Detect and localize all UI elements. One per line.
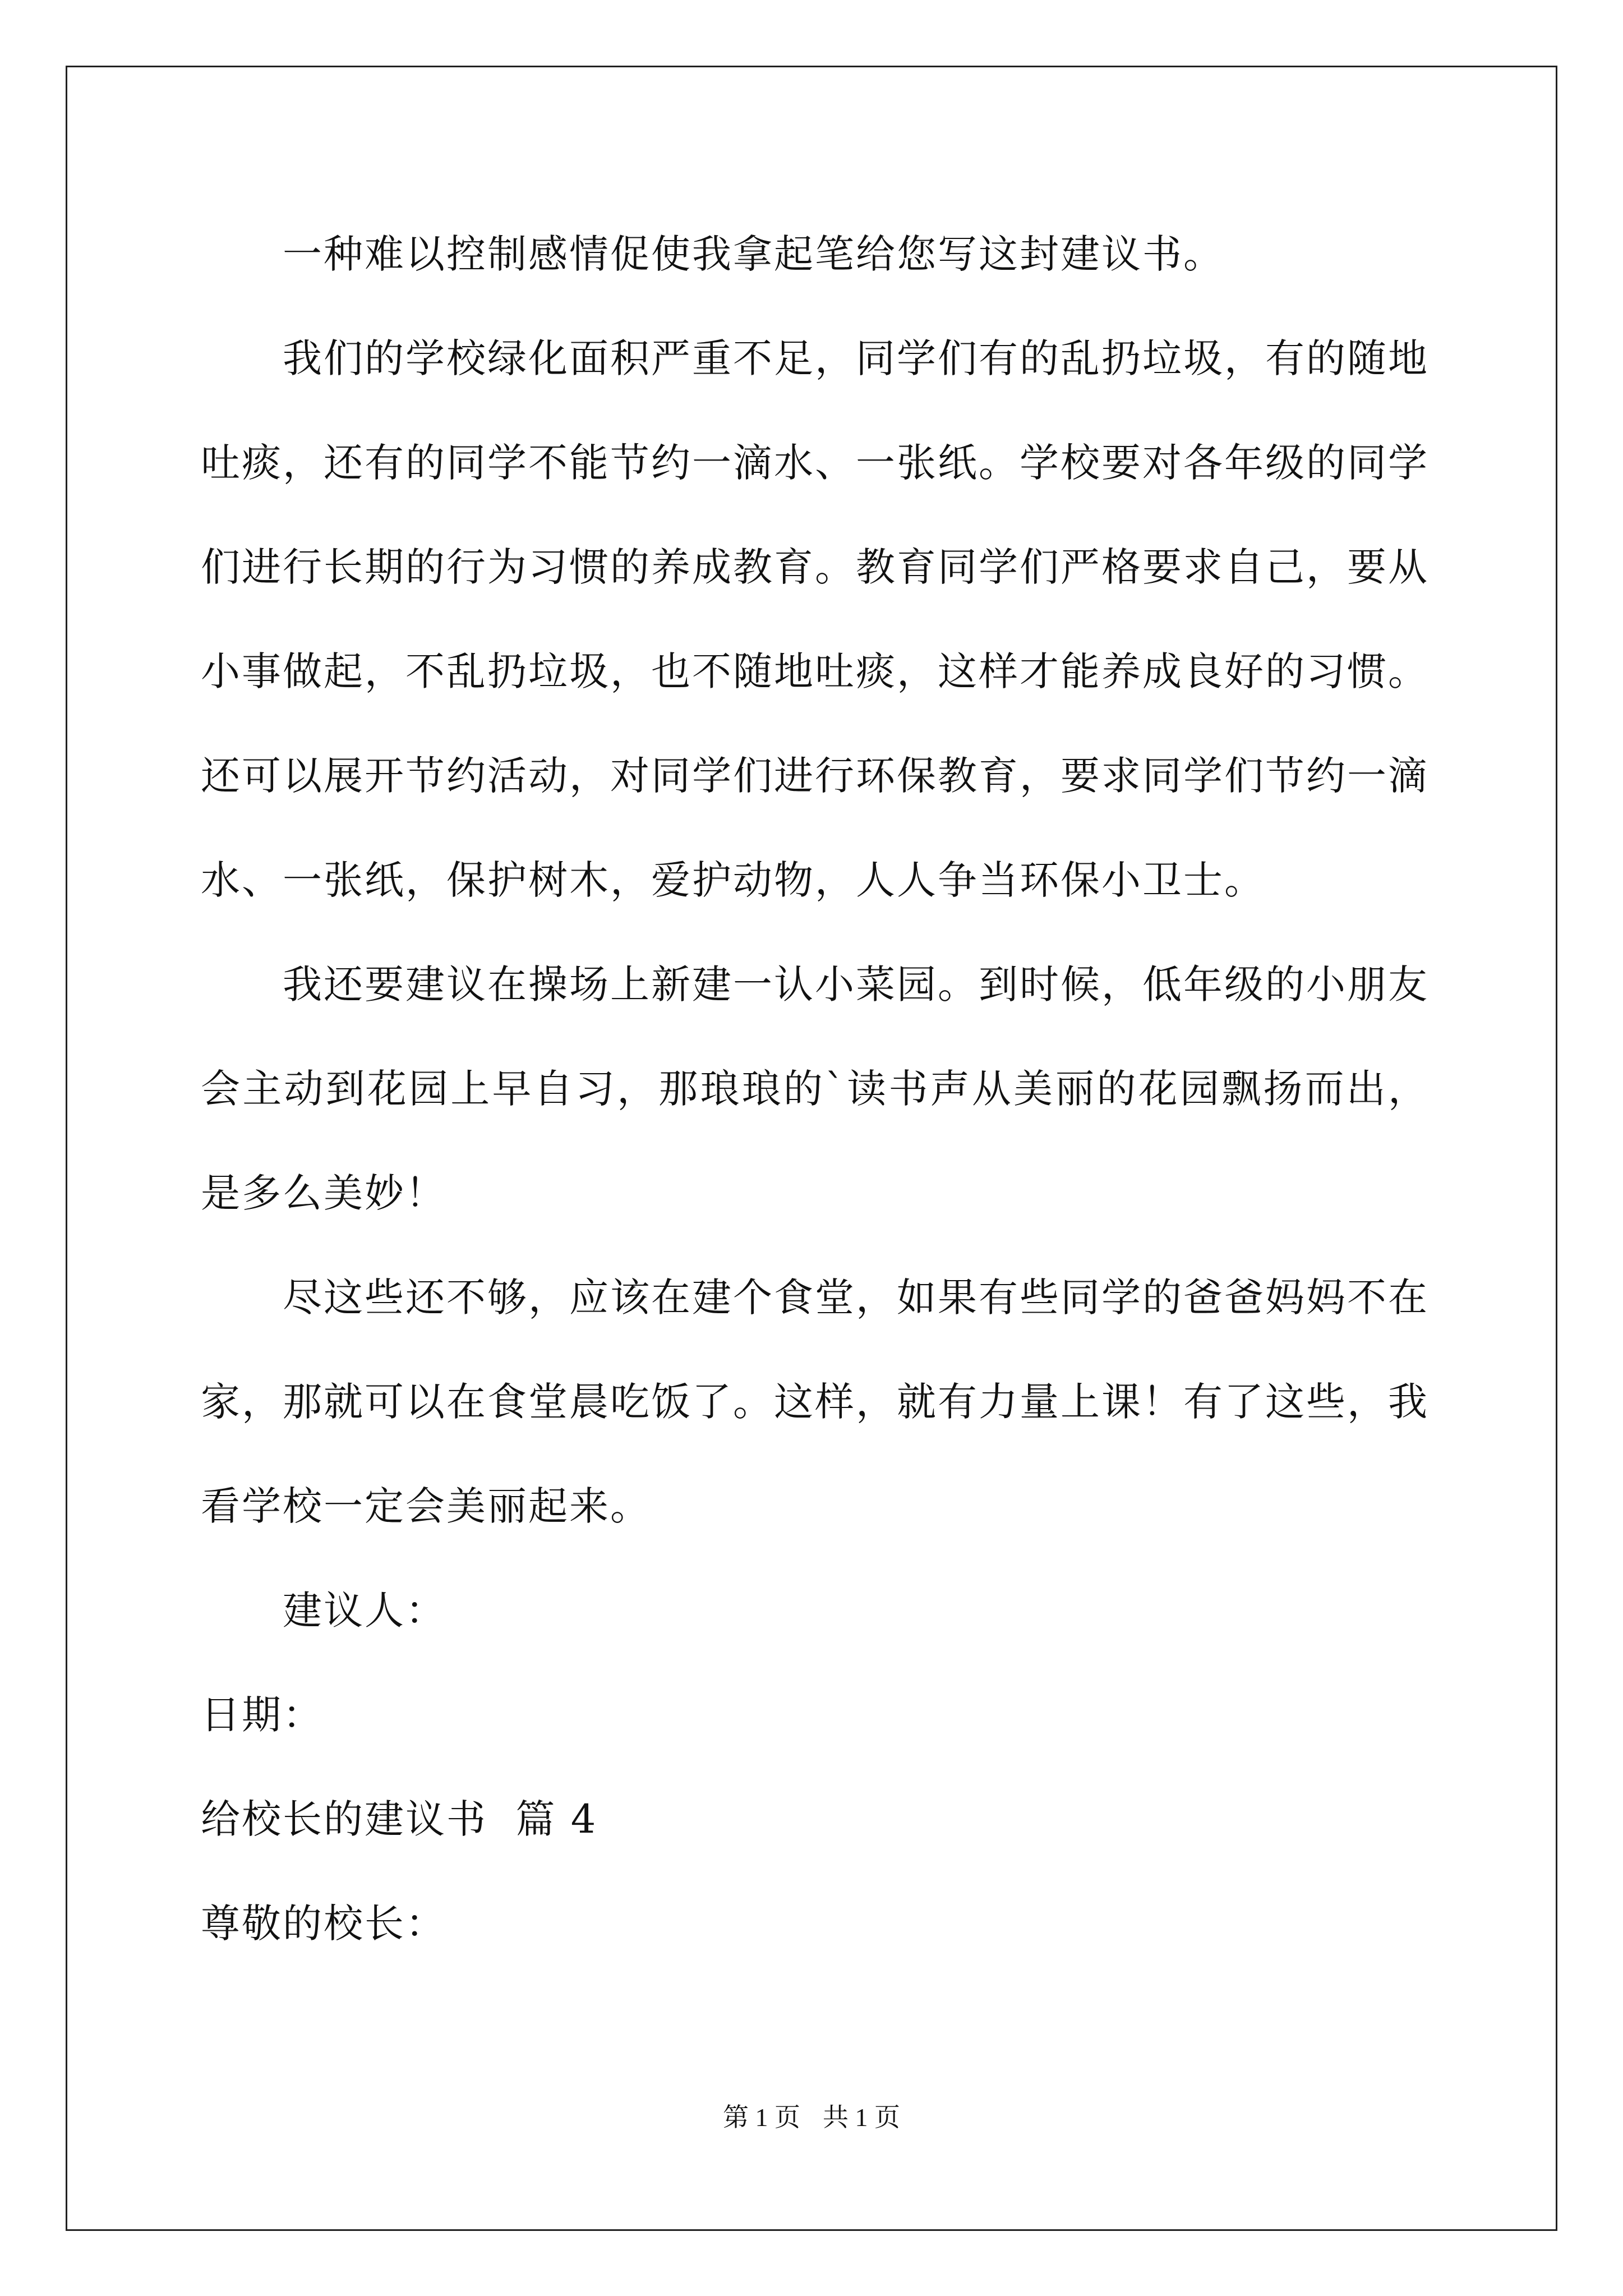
paragraph-garden: 我还要建议在操场上新建一认小菜园。到时候，低年级的小朋友会主动到花园上早自习，那琅琅的`读书声从美丽的花园飘扬而出，是多么美妙！ (201, 961, 1429, 1216)
salutation: 尊敬的校长： (201, 1901, 446, 1947)
paragraph-greening: 我们的学校绿化面积严重不足，同学们有的乱扔垃圾，有的随地吐痰，还有的同学不能节约一滴水、一张纸。学校要对各年级的同学们进行长期的行为习惯的养成教育。教育同学们严格要求自己，要从小事做起，不乱扔垃圾，也不随地吐痰，这样才能养成良好的习惯。还可以展开节约活动，对同学们进行环保教育，要求同学们节约一滴水、一张纸，保护树木，爱护动物，人人争当环保小卫士。 (201, 335, 1429, 903)
paragraph-canteen: 尽这些还不够，应该在建个食堂，如果有些同学的爸爸妈妈不在家，那就可以在食堂晨吃饭了。这样，就有力量上课！有了这些，我看学校一定会美丽起来。 (201, 1274, 1429, 1529)
date-label: 日期： (201, 1692, 324, 1738)
document-body (201, 202, 1429, 1976)
page-number-current: 第 1 页 (723, 2103, 800, 2132)
page-footer (0, 2097, 1623, 2134)
section-title: 给校长的建议书 篇 4 (201, 1796, 598, 1842)
proposer-label: 建议人： (283, 1588, 446, 1634)
page-number-total: 共 1 页 (823, 2103, 900, 2132)
paragraph-intro: 一种难以控制感情促使我拿起笔给您写这封建议书。 (283, 231, 1224, 277)
